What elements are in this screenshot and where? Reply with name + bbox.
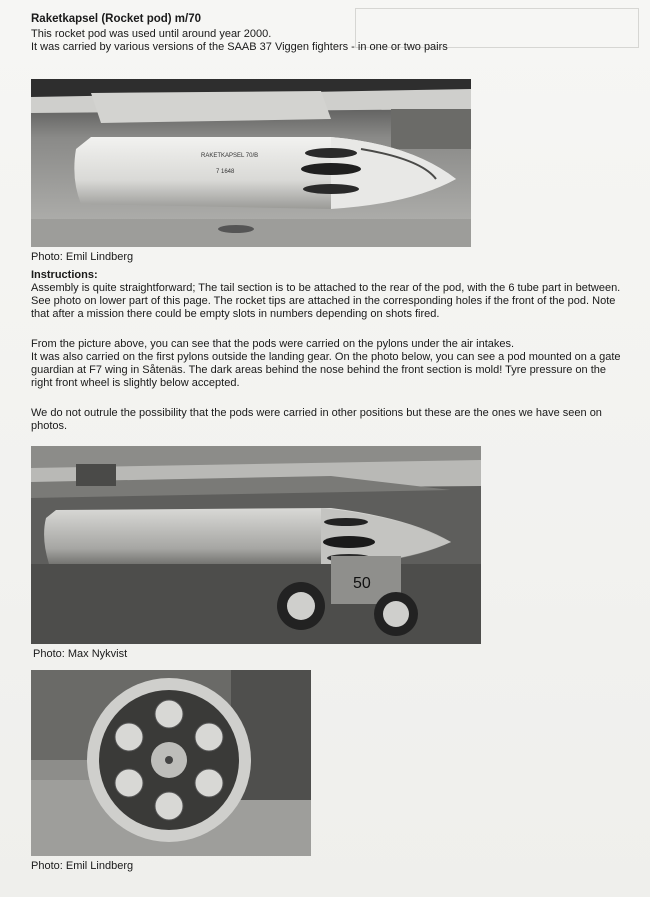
para3-line-2: photos. — [31, 420, 68, 432]
photo3-caption: Photo: Emil Lindberg — [31, 860, 134, 872]
pod-stencil-number: 7 1648 — [216, 169, 235, 175]
photo1-caption: Photo: Emil Lindberg — [31, 251, 134, 263]
photo-rocket-pod-pylon — [31, 79, 471, 247]
instructions-heading: Instructions: — [31, 269, 98, 281]
intro-line-1: This rocket pod was used until around year 2000. — [31, 28, 272, 40]
pod-stencil-text: RAKETKAPSEL 70/B — [201, 153, 259, 159]
para2-line-2: It was also carried on the first pylons outside the landing gear. On the photo below, you can see a pod mounted on a gate — [31, 351, 621, 363]
intro-line-2: It was carried by various versions of the SAAB 37 Viggen fighters - in one or two pairs — [31, 41, 448, 53]
gate-guardian-number: 50 — [353, 575, 371, 592]
instructions-line-2: See photo on lower part of this page. The rocket tips are attached in the corresponding holes if the front of the pod. Note — [31, 295, 616, 307]
photo2-caption: Photo: Max Nykvist — [33, 648, 128, 660]
para2-line-4: right front wheel is slightly below accepted. — [31, 377, 240, 389]
instructions-line-1: Assembly is quite straightforward; The tail section is to be attached to the rear of the pod, with the 6 tube part in between. — [31, 282, 621, 294]
page-heading: Raketkapsel (Rocket pod) m/70 — [31, 13, 202, 25]
photo-pod-tube-end — [31, 670, 311, 856]
para2-line-1: From the picture above, you can see that the pods were carried on the pylons under the air intakes. — [31, 338, 515, 350]
para3-line-1: We do not outrule the possibility that the pods were carried in other positions but these are the ones we have seen on — [31, 407, 602, 419]
instructions-line-3: that after a mission there could be empty slots in numbers depending on shots fired. — [31, 308, 440, 320]
photo-gate-guardian-pod — [31, 446, 481, 644]
para2-line-3: guardian at F7 wing in Såtenäs. The dark areas behind the nose behind the front section is mold! Tyre pressure on the — [31, 364, 607, 376]
